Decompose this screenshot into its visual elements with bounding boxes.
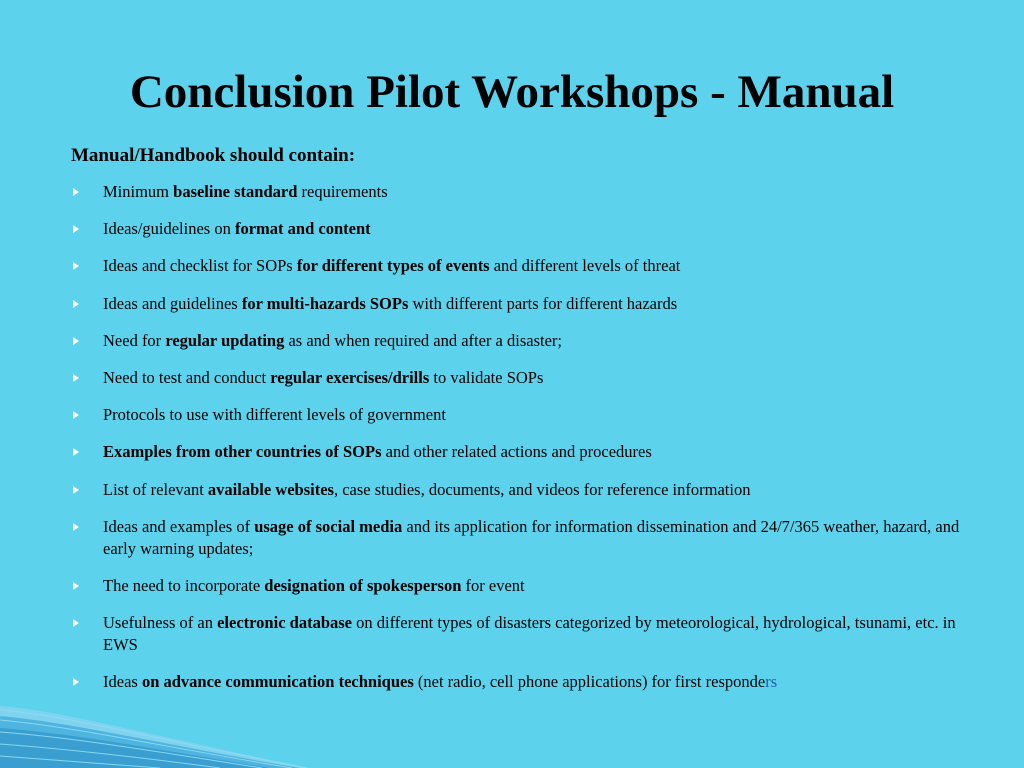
bullet-triangle-icon — [73, 188, 79, 196]
bullet-text: rs — [765, 672, 778, 692]
bullet-triangle-icon — [73, 262, 79, 270]
bullet-text: Ideas and guidelines — [103, 293, 242, 313]
bullet-emphasis-text: baseline standard — [173, 182, 298, 201]
bullet-triangle-icon — [73, 374, 79, 382]
bullet-text: Ideas/guidelines on — [103, 219, 235, 239]
bullet-list — [73, 181, 973, 708]
bullet-text: Ideas and checklist for SOPs — [103, 256, 297, 276]
bullet-text: and other related actions and procedures — [381, 442, 652, 462]
bullet-text: (net radio, cell phone applications) for first responde — [413, 672, 766, 692]
bullet-emphasis-text: designation of spokesperson — [264, 575, 462, 595]
bullet-item — [73, 441, 973, 463]
bullet-triangle-icon — [73, 678, 79, 686]
bullet-emphasis-text: usage of social media — [254, 516, 403, 536]
bullet-text: Need for — [103, 330, 166, 350]
bullet-text: to validate SOPs — [429, 367, 544, 387]
bullet-triangle-icon — [73, 486, 79, 494]
corner-wave-graphic — [0, 698, 310, 768]
bullet-emphasis-text: on advance communication techniques — [141, 672, 414, 692]
bullet-emphasis-text: Examples from other countries of SOPs — [103, 442, 382, 462]
corner-decoration — [0, 698, 310, 768]
bullet-triangle-icon — [73, 523, 79, 531]
bullet-text: Need to test and conduct — [103, 367, 271, 387]
bullet-text: Minimum — [103, 182, 174, 201]
bullet-text: Ideas and examples of — [103, 516, 255, 536]
bullet-item — [73, 293, 973, 315]
bullet-emphasis-text: regular exercises/drills — [270, 367, 430, 387]
bullet-triangle-icon — [73, 411, 79, 419]
bullet-item — [73, 612, 973, 656]
bullet-text: requirements — [297, 182, 388, 201]
bullet-emphasis-text: regular updating — [165, 330, 285, 350]
bullet-emphasis-text: electronic database — [217, 613, 352, 633]
bullet-text: on different types of disasters categorized by meteorological, hydrological, tsunami, etc. in EWS — [103, 613, 956, 655]
bullet-text: as and when required and after a disaster; — [284, 330, 562, 350]
bullet-text: and its application for information dissemination and 24/7/365 weather, hazard, and early warning updates; — [103, 516, 960, 558]
bullet-triangle-icon — [73, 300, 79, 308]
bullet-item — [73, 330, 973, 352]
bullet-text: , case studies, documents, and videos for reference information — [333, 479, 751, 499]
bullet-text: Usefulness of an — [103, 613, 218, 633]
bullet-triangle-icon — [73, 225, 79, 233]
bullet-item — [73, 575, 973, 597]
bullet-item — [73, 255, 973, 277]
bullet-item — [73, 181, 973, 203]
bullet-text: Protocols to use with different levels of government — [103, 405, 446, 425]
slide-subheading: Manual/Handbook should contain: — [71, 145, 356, 166]
bullet-emphasis-text: available websites — [207, 479, 334, 499]
bullet-triangle-icon — [73, 582, 79, 590]
bullet-item — [73, 479, 973, 501]
bullet-triangle-icon — [73, 448, 79, 456]
bullet-text: and different levels of threat — [489, 256, 681, 276]
bullet-emphasis-text: for different types of events — [296, 256, 490, 276]
slide-title: Conclusion Pilot Workshops - Manual — [129, 66, 895, 118]
bullet-item — [73, 404, 973, 426]
bullet-emphasis-text: for multi-hazards SOPs — [241, 293, 409, 313]
bullet-text: Ideas — [103, 672, 142, 692]
bullet-item — [73, 671, 973, 693]
bullet-item — [73, 367, 973, 389]
bullet-item — [73, 516, 973, 560]
bullet-text: The need to incorporate — [103, 575, 265, 595]
bullet-text: List of relevant — [103, 479, 208, 499]
bullet-item — [73, 218, 973, 240]
bullet-emphasis-text: format and content — [234, 219, 371, 239]
bullet-triangle-icon — [73, 337, 79, 345]
bullet-text: with different parts for different hazards — [408, 293, 678, 313]
bullet-triangle-icon — [73, 619, 79, 627]
bullet-text: for event — [461, 575, 525, 595]
